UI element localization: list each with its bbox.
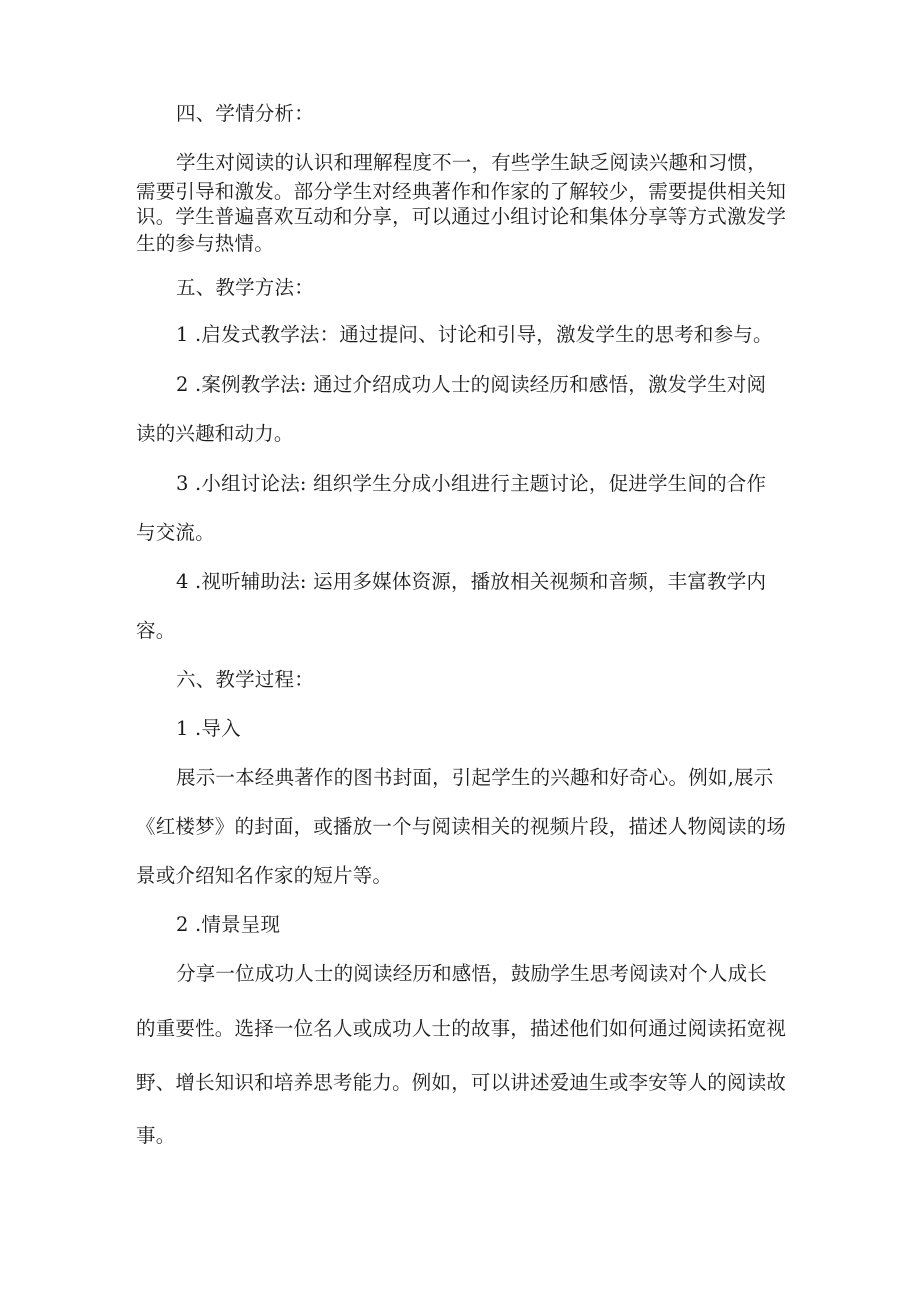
paragraph-line: 生的参与热情。 [136, 232, 274, 255]
paragraph-line: 识。学生普遍喜欢互动和分享，可以通过小组讨论和集体分享等方式激发学 [136, 205, 787, 228]
section-4-heading: 四、学情分析： [176, 102, 314, 125]
step-2-line: 野、增长知识和培养思考能力。例如，可以讲述爱迪生或李安等人的阅读故 [136, 1071, 787, 1094]
step-1-line: 景或介绍知名作家的短片等。 [136, 864, 393, 887]
method-item-3-line: 3 .小组讨论法: 组织学生分成小组进行主题讨论，促进学生间的合作 [176, 472, 767, 495]
method-item-2-line: 2 .案例教学法: 通过介绍成功人士的阅读经历和感悟，激发学生对阅 [176, 373, 767, 396]
paragraph-line: 学生对阅读的认识和理解程度不一，有些学生缺乏阅读兴趣和习惯， [176, 151, 768, 174]
method-item-2-line: 读的兴趣和动力。 [136, 422, 294, 445]
step-1-title: 1 .导入 [176, 717, 241, 740]
method-item-4-line: 4 .视听辅助法: 运用多媒体资源，播放相关视频和音频，丰富教学内 [176, 570, 767, 593]
step-2-line: 分享一位成功人士的阅读经历和感悟，鼓励学生思考阅读对个人成长 [176, 962, 768, 985]
method-item-1-line: 1 .启发式教学法：通过提问、讨论和引导，激发学生的思考和参与。 [176, 323, 773, 346]
section-5-heading: 五、教学方法： [176, 276, 314, 299]
paragraph-line: 需要引导和激发。部分学生对经典著作和作家的了解较少，需要提供相关知 [136, 180, 787, 203]
step-2-title: 2 .情景呈现 [176, 913, 281, 936]
section-6-heading: 六、教学过程： [176, 668, 314, 691]
step-2-line: 事。 [136, 1124, 176, 1147]
method-item-3-line: 与交流。 [136, 521, 215, 544]
step-2-line: 的重要性。选择一位名人或成功人士的故事，描述他们如何通过阅读拓宽视 [136, 1017, 787, 1040]
step-1-line: 展示一本经典著作的图书封面，引起学生的兴趣和好奇心。例如,展示 [176, 766, 774, 789]
step-1-line: 《红楼梦》的封面，或播放一个与阅读相关的视频片段，描述人物阅读的场 [136, 815, 787, 838]
method-item-4-line: 容。 [136, 619, 176, 642]
